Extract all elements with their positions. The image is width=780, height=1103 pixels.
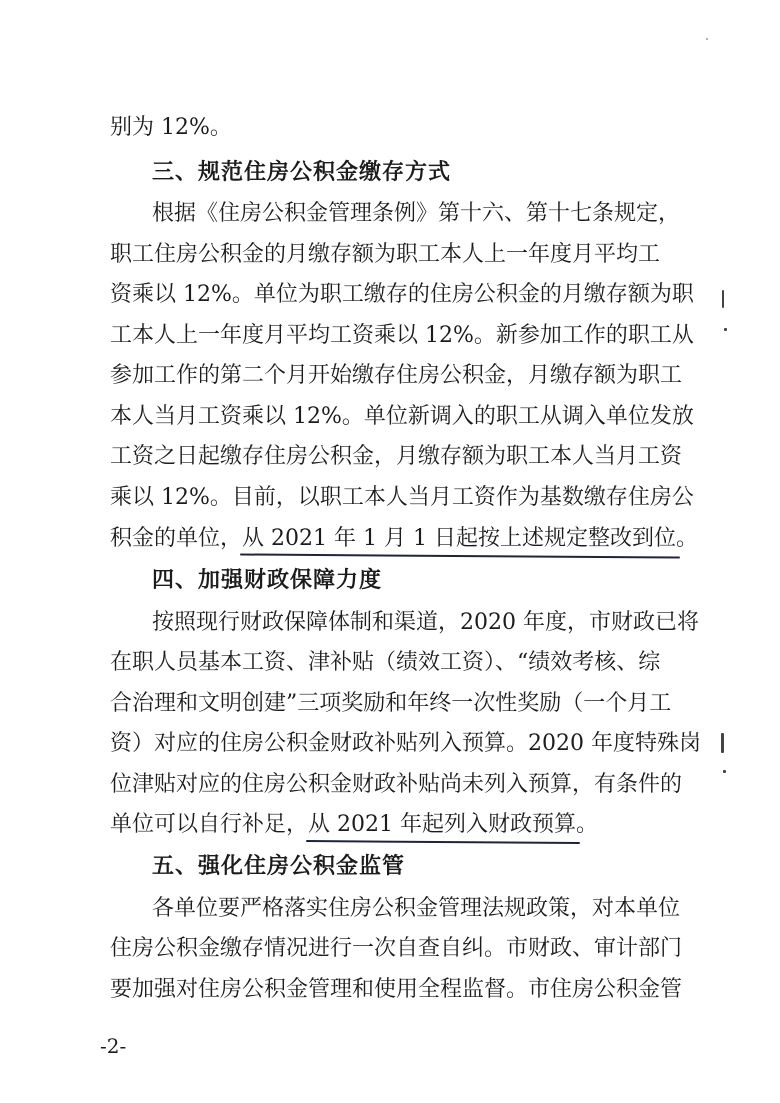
underlined-text: 从 2021 年起列入财政预算: [308, 810, 576, 840]
page-number: -2-: [100, 1034, 127, 1058]
scan-speck: [721, 733, 724, 753]
text-line: 别为 12%。: [110, 115, 232, 140]
text-line: 要加强对住房公积金管理和使用全程监督。市住房公积金管: [110, 977, 683, 1002]
scan-speck: [722, 290, 724, 308]
text-line: 工本人上一年度月平均工资乘以 12%。新参加工作的职工从: [110, 323, 694, 348]
text-line: 本人当月工资乘以 12%。单位新调入的职工从调入单位发放: [110, 404, 694, 429]
text-line: 住房公积金缴存情况进行一次自查自纠。市财政、审计部门: [110, 936, 683, 961]
text-line: 位津贴对应的住房公积金财政补贴尚未列入预算，有条件的: [110, 772, 683, 797]
section-heading-4: 四、加强财政保障力度: [152, 568, 383, 593]
section-heading-3: 三、规范住房公积金缴存方式: [152, 160, 452, 185]
section-heading-5: 五、强化住房公积金监管: [152, 854, 406, 879]
text-line: 各单位要严格落实住房公积金管理法规政策，对本单位: [152, 896, 681, 921]
text-line-with-underline: [110, 524, 698, 554]
text-line-with-underline: [110, 810, 655, 840]
text-line: 按照现行财政保障体制和渠道，2020 年度，市财政已将: [152, 610, 699, 635]
text-line: 工资之日起缴存住房公积金，月缴存额为职工本人当月工资: [110, 444, 683, 469]
text-line: 合治理和文明创建”三项奖励和年终一次性奖励（一个月工: [110, 691, 672, 716]
text-line: 资）对应的住房公积金财政补贴列入预算。2020 年度特殊岗: [110, 731, 701, 756]
scan-speck: [706, 38, 708, 40]
text-segment: 积金的单位，: [110, 526, 243, 551]
text-segment: 单位可以自行补足，: [110, 812, 309, 837]
text-segment: 。: [675, 526, 698, 551]
text-line: 职工住房公积金的月缴存额为职工本人上一年度月平均工: [110, 242, 661, 267]
text-line: 根据《住房公积金管理条例》第十六、第十七条规定，: [152, 201, 681, 226]
text-segment: 。: [576, 812, 599, 837]
underlined-text: 从 2021 年 1 月 1 日起按上述规定整改到位: [242, 524, 676, 554]
text-line: 资乘以 12%。单位为职工缴存的住房公积金的月缴存额为职: [110, 282, 694, 307]
scan-speck: [723, 770, 726, 773]
text-line: 在职人员基本工资、津补贴（绩效工资）、“绩效考核、综: [110, 650, 661, 675]
text-line: 乘以 12%。目前，以职工本人当月工资作为基数缴存住房公: [110, 485, 694, 510]
text-line: 参加工作的第二个月开始缴存住房公积金，月缴存额为职工: [110, 363, 683, 388]
scan-speck: [724, 328, 727, 331]
